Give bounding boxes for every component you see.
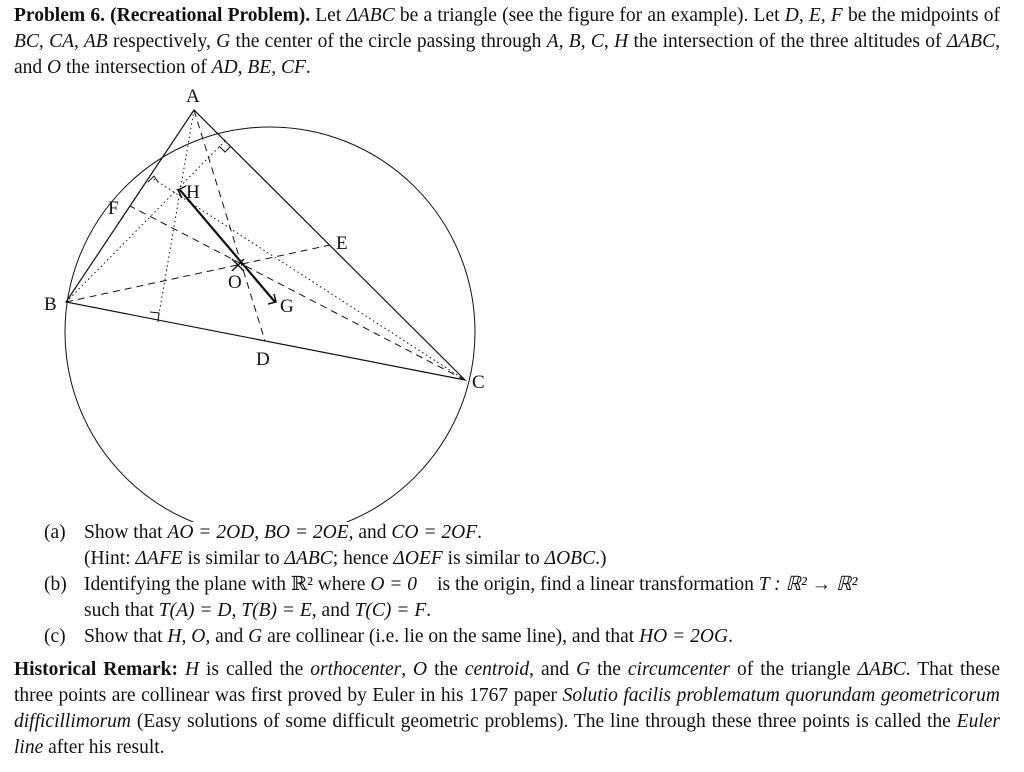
part-b [44, 572, 1004, 624]
text: . [426, 600, 432, 621]
text: .) [595, 548, 607, 569]
term: centroid [464, 659, 530, 680]
math: H [614, 31, 629, 52]
text: . [728, 626, 733, 647]
math: T(C) = F [354, 600, 427, 621]
problem-title: Problem 6. (Recreational Problem). [14, 5, 311, 26]
part-c [44, 624, 1004, 650]
part-label: (c) [44, 626, 66, 647]
text: Show that [84, 626, 168, 647]
math: A, B, C [546, 31, 604, 52]
text: be a triangle (see the figure for an example). Let [394, 5, 785, 26]
math: ΔOEF [393, 548, 443, 569]
math: H [184, 659, 200, 680]
math: G [576, 659, 591, 680]
triangle-figure [30, 82, 530, 522]
label-H: H [186, 182, 200, 203]
math: T(A) = D, T(B) = E, [158, 600, 317, 621]
text: . [477, 522, 483, 543]
altitude-A [158, 110, 194, 320]
label-C: C [472, 372, 485, 393]
math: ΔABC [284, 548, 333, 569]
math: ΔABC [946, 31, 996, 52]
label-B: B [44, 294, 57, 315]
text: . [305, 57, 311, 78]
text: the [427, 659, 465, 680]
math: ΔABC [857, 659, 906, 680]
term: orthocenter [310, 659, 402, 680]
math: O [47, 57, 62, 78]
text: is called the [199, 659, 311, 680]
term: Euler line [14, 711, 1000, 758]
text: . That these three points are collinear was first proved by Euler in his 1767 paper [14, 659, 1001, 706]
math: AO = 2OD, BO = 2OE, [167, 522, 354, 543]
hint [84, 546, 1004, 572]
triangle [66, 110, 465, 380]
text: and [210, 626, 249, 647]
math: AD, BE, CF [211, 57, 306, 78]
text: , and [14, 31, 1000, 78]
text: of the triangle [730, 659, 858, 680]
text: after his result. [43, 737, 165, 758]
math: O [413, 659, 428, 680]
text: respectively, [107, 31, 217, 52]
text: ; hence [332, 548, 394, 569]
text: are collinear (i.e. lie on the same line), and that [262, 626, 640, 647]
label-D: D [256, 349, 270, 370]
text: Identifying the plane with ℝ² where [84, 574, 371, 595]
text: (Easy solutions of some difficult geometric problems). The line through these three points is called the [131, 711, 957, 732]
label-O: O [228, 272, 242, 293]
text: Let [315, 5, 347, 26]
text: , [401, 659, 414, 680]
text: Show that [84, 522, 168, 543]
math: H, O, [167, 626, 211, 647]
text: the [590, 659, 628, 680]
text: the intersection of the three altitudes of [628, 31, 947, 52]
label-E: E [336, 233, 348, 254]
label-F: F [108, 198, 119, 219]
text: and [353, 522, 392, 543]
text: such that [84, 600, 159, 621]
math: ΔOBC [544, 548, 596, 569]
text: and [316, 600, 355, 621]
math: CO = 2OF [391, 522, 478, 543]
paper-title: Solutio facilis problematum quorundam geometricorum difficillimorum [14, 685, 1000, 732]
problem-parts [44, 520, 1004, 650]
text: , and [529, 659, 577, 680]
part-label: (b) [44, 574, 67, 595]
math: T : ℝ² → ℝ² [758, 574, 858, 595]
remark-heading: Historical Remark: [14, 659, 178, 680]
median-BE [66, 245, 330, 302]
math: BC, CA, AB [14, 31, 108, 52]
math: D, E, F [784, 5, 843, 26]
text: is similar to [442, 548, 545, 569]
math: G [248, 626, 263, 647]
math: G [216, 31, 231, 52]
label-G: G [280, 296, 294, 317]
label-A: A [186, 86, 200, 107]
text: be the midpoints of [842, 5, 1000, 26]
part-a [44, 520, 1004, 572]
math: HO = 2OG [639, 626, 729, 647]
math: O = 0⃗ [370, 574, 433, 595]
text: (Hint: [84, 548, 136, 569]
historical-remark [14, 657, 1000, 761]
text: is the origin, find a linear transformation [432, 574, 759, 595]
right-angle-mark [219, 146, 231, 152]
problem-statement [14, 3, 1000, 81]
median-CF [130, 206, 465, 380]
math: ΔAFE [135, 548, 183, 569]
part-label: (a) [44, 522, 66, 543]
text: the intersection of [61, 57, 212, 78]
text: is similar to [182, 548, 285, 569]
altitude-B [66, 140, 226, 302]
text: , [603, 31, 615, 52]
text: the center of the circle passing through [230, 31, 547, 52]
term: circumcenter [627, 659, 731, 680]
math: ΔABC [346, 5, 395, 26]
